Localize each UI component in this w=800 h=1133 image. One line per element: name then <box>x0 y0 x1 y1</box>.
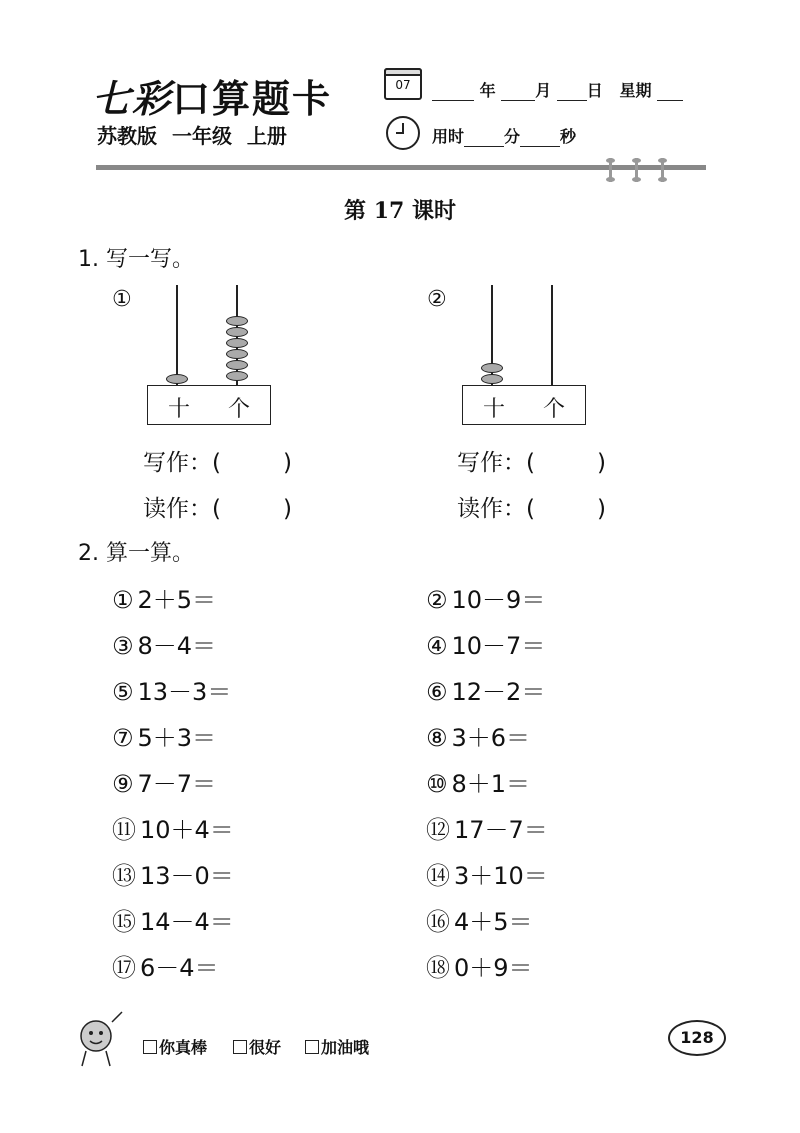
abacus-1-write-row <box>143 444 292 477</box>
checkbox[interactable] <box>305 1040 319 1054</box>
abacus-2 <box>460 285 590 430</box>
day-blank[interactable] <box>557 84 587 101</box>
time-line <box>432 124 576 147</box>
equation-item[interactable] <box>426 856 548 891</box>
equation-item[interactable] <box>112 856 234 891</box>
equation-expression: 7－7＝ <box>137 770 217 798</box>
brand-part1: 七彩 <box>92 76 173 121</box>
abacus-1-marker: ① <box>112 287 132 312</box>
bead <box>481 363 503 373</box>
clock-icon <box>386 116 420 150</box>
calendar-day: 07 <box>395 78 411 92</box>
equation-expression: 8＋1＝ <box>451 770 531 798</box>
equation-marker: ① <box>112 586 134 614</box>
equation-marker: ④ <box>426 632 448 660</box>
equation-marker: ⑯ <box>426 908 450 936</box>
equation-item[interactable] <box>112 902 234 937</box>
bead <box>226 316 248 326</box>
equation-expression: 4＋5＝ <box>454 908 533 936</box>
equation-marker: ⑮ <box>112 908 136 936</box>
equation-item[interactable] <box>426 810 548 845</box>
time-label: 用时 <box>432 127 465 146</box>
binder-pin-icon <box>661 158 664 182</box>
equation-expression: 6－4＝ <box>140 954 219 982</box>
write-label: 写作：( <box>143 450 221 476</box>
seconds-blank[interactable] <box>520 130 560 147</box>
equation-item[interactable] <box>426 764 530 799</box>
equation-item[interactable] <box>112 580 216 615</box>
second-label: 秒 <box>560 127 577 146</box>
equation-marker: ⑦ <box>112 724 134 752</box>
equation-expression: 13－0＝ <box>140 862 234 890</box>
edition-subtitle: 苏教版 一年级 上册 <box>97 124 287 148</box>
equation-expression: 8－4＝ <box>137 632 217 660</box>
abacus-1 <box>145 285 275 430</box>
brand-title <box>92 68 332 123</box>
equation-marker: ⑭ <box>426 862 450 890</box>
weekday-blank[interactable] <box>657 84 683 101</box>
equation-marker: ⑬ <box>112 862 136 890</box>
question-1-title: 写一写。 <box>106 247 195 272</box>
abacus-2-marker: ② <box>427 287 447 312</box>
abacus-base <box>462 385 586 425</box>
equation-marker: ⑪ <box>112 816 136 844</box>
equation-item[interactable] <box>426 948 533 983</box>
equation-item[interactable] <box>112 626 216 661</box>
equation-item[interactable] <box>426 626 545 661</box>
minutes-blank[interactable] <box>464 130 504 147</box>
header-divider <box>96 165 706 170</box>
lesson-title: 第 17 课时 <box>344 198 456 224</box>
abacus-base <box>147 385 271 425</box>
bead <box>226 338 248 348</box>
equation-item[interactable] <box>426 580 545 615</box>
weekday-label: 星期 <box>619 81 652 100</box>
question-2-heading <box>78 536 194 567</box>
year-label: 年 <box>479 81 496 100</box>
equation-expression: 0＋9＝ <box>454 954 533 982</box>
bead <box>226 349 248 359</box>
equation-marker: ③ <box>112 632 134 660</box>
abacus-2-read-row <box>457 490 606 523</box>
close-paren: ) <box>596 450 606 476</box>
question-2-title: 算一算。 <box>106 541 195 566</box>
brand-part2: 口算题卡 <box>172 76 333 121</box>
rating-label: 加油哦 <box>321 1038 370 1057</box>
tens-rod <box>176 285 178 385</box>
equation-item[interactable] <box>112 672 231 707</box>
ones-label: 个 <box>543 397 566 422</box>
mascot-icon <box>72 1010 126 1068</box>
equation-marker: ⑧ <box>426 724 448 752</box>
question-1-number: 1. <box>78 247 99 272</box>
equation-expression: 10－7＝ <box>451 632 546 660</box>
equation-marker: ⑰ <box>112 954 136 982</box>
rating-label: 你真棒 <box>159 1038 208 1057</box>
write-label: 写作：( <box>457 450 535 476</box>
equation-expression: 5＋3＝ <box>137 724 217 752</box>
month-label: 月 <box>535 81 552 100</box>
bead <box>226 371 248 381</box>
equation-item[interactable] <box>426 718 530 753</box>
rating-good[interactable] <box>233 1035 281 1058</box>
equation-expression: 14－4＝ <box>140 908 234 936</box>
day-label: 日 <box>586 81 603 100</box>
binder-pin-icon <box>609 158 612 182</box>
rating-label: 很好 <box>249 1038 282 1057</box>
bead <box>226 360 248 370</box>
abacus-2-write-row <box>457 444 606 477</box>
equation-marker: ⑫ <box>426 816 450 844</box>
equation-expression: 3＋6＝ <box>451 724 531 752</box>
equation-marker: ⑩ <box>426 770 448 798</box>
rating-great[interactable] <box>143 1035 207 1058</box>
bead <box>226 327 248 337</box>
month-blank[interactable] <box>501 84 535 101</box>
rating-keep-going[interactable] <box>305 1035 369 1058</box>
equation-expression: 13－3＝ <box>137 678 232 706</box>
equation-expression: 2＋5＝ <box>137 586 217 614</box>
equation-item[interactable] <box>112 764 216 799</box>
equation-expression: 17－7＝ <box>454 816 548 844</box>
question-1-heading <box>78 242 194 273</box>
calendar-icon <box>384 68 422 100</box>
equation-marker: ⑱ <box>426 954 450 982</box>
binder-pin-icon <box>635 158 638 182</box>
close-paren: ) <box>282 450 292 476</box>
equation-marker: ⑤ <box>112 678 134 706</box>
page-number: 128 <box>668 1020 726 1056</box>
bead <box>481 374 503 384</box>
read-label: 读作：( <box>143 496 221 522</box>
equation-item[interactable] <box>112 948 219 983</box>
close-paren: ) <box>596 496 606 522</box>
equation-item[interactable] <box>112 718 216 753</box>
question-2-number: 2. <box>78 541 99 566</box>
ones-rod <box>551 285 553 385</box>
close-paren: ) <box>282 496 292 522</box>
ones-label: 个 <box>228 397 251 422</box>
tens-label: 十 <box>168 397 191 422</box>
equation-expression: 10－9＝ <box>451 586 546 614</box>
minute-label: 分 <box>504 127 521 146</box>
equation-marker: ⑥ <box>426 678 448 706</box>
equation-expression: 12－2＝ <box>451 678 546 706</box>
equation-marker: ② <box>426 586 448 614</box>
equation-marker: ⑨ <box>112 770 134 798</box>
equation-item[interactable] <box>112 810 234 845</box>
equation-expression: 10＋4＝ <box>140 816 234 844</box>
tens-label: 十 <box>483 397 506 422</box>
checkbox[interactable] <box>143 1040 157 1054</box>
equation-item[interactable] <box>426 672 545 707</box>
equation-item[interactable] <box>426 902 533 937</box>
year-blank[interactable] <box>432 84 474 101</box>
abacus-1-read-row <box>143 490 292 523</box>
read-label: 读作：( <box>457 496 535 522</box>
date-line <box>432 78 683 101</box>
checkbox[interactable] <box>233 1040 247 1054</box>
bead <box>166 374 188 384</box>
equation-expression: 3＋10＝ <box>454 862 548 890</box>
